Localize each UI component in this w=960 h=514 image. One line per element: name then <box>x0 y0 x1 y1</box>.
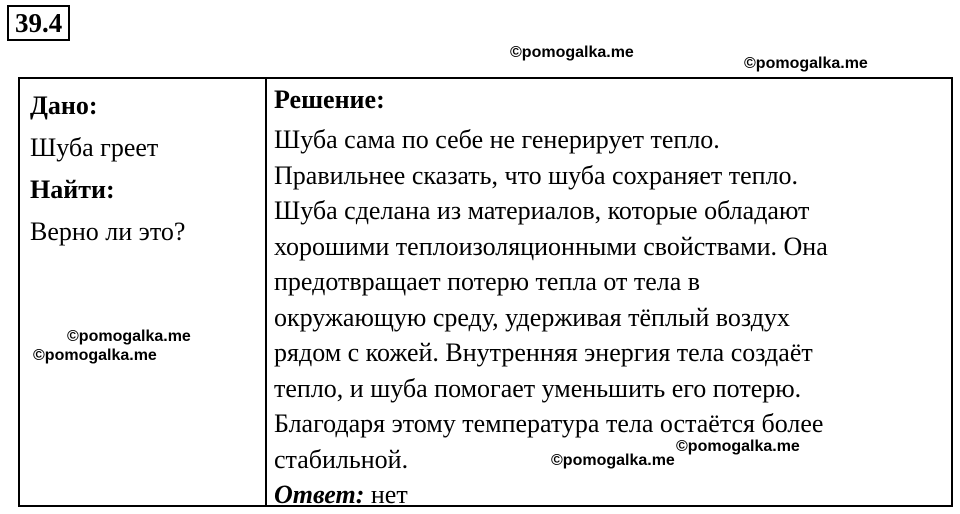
problem-number: 39.4 <box>7 5 70 41</box>
solution-line: хорошими теплоизоляционными свойствами. Она <box>274 231 828 261</box>
find-header: Найти: <box>30 175 115 204</box>
solution-line: рядом с кожей. Внутренняя энергия тела создаёт <box>274 338 813 367</box>
solution-text <box>274 122 944 513</box>
solution-line: окружающую среду, удерживая тёплый воздух <box>274 302 790 332</box>
solution-table <box>18 77 953 507</box>
solution-line: предотвращает потерю тепла от тела в <box>274 267 701 296</box>
solution-line: стабильной. <box>274 444 409 474</box>
answer-value: нет <box>370 480 408 509</box>
watermark: ©pomogalka.me <box>676 438 800 455</box>
solution-line: Шуба сделана из материалов, которые обладают <box>274 196 810 225</box>
solution-line: Благодаря этому температура тела остаётся более <box>274 409 824 438</box>
answer-label: Ответ: <box>274 480 365 509</box>
watermark: ©pomogalka.me <box>551 452 675 469</box>
given-header: Дано: <box>30 91 98 120</box>
watermark: ©pomogalka.me <box>67 328 191 345</box>
solution-line: Правильнее сказать, что шуба сохраняет тепло. <box>274 160 799 190</box>
watermark: ©pomogalka.me <box>744 55 868 72</box>
column-divider <box>265 79 267 505</box>
solution-line: тепло, и шуба помогает уменьшить его потерю. <box>274 373 802 403</box>
solution-line: Шуба сама по себе не генерирует тепло. <box>274 125 720 154</box>
find-value: Верно ли это? <box>30 217 186 246</box>
watermark: ©pomogalka.me <box>33 347 157 364</box>
given-column <box>30 85 258 253</box>
watermark: ©pomogalka.me <box>510 44 634 61</box>
given-value: Шуба греет <box>30 133 159 162</box>
answer-line <box>274 477 944 513</box>
solution-header: Решение: <box>274 85 385 114</box>
solution-column <box>274 85 944 513</box>
